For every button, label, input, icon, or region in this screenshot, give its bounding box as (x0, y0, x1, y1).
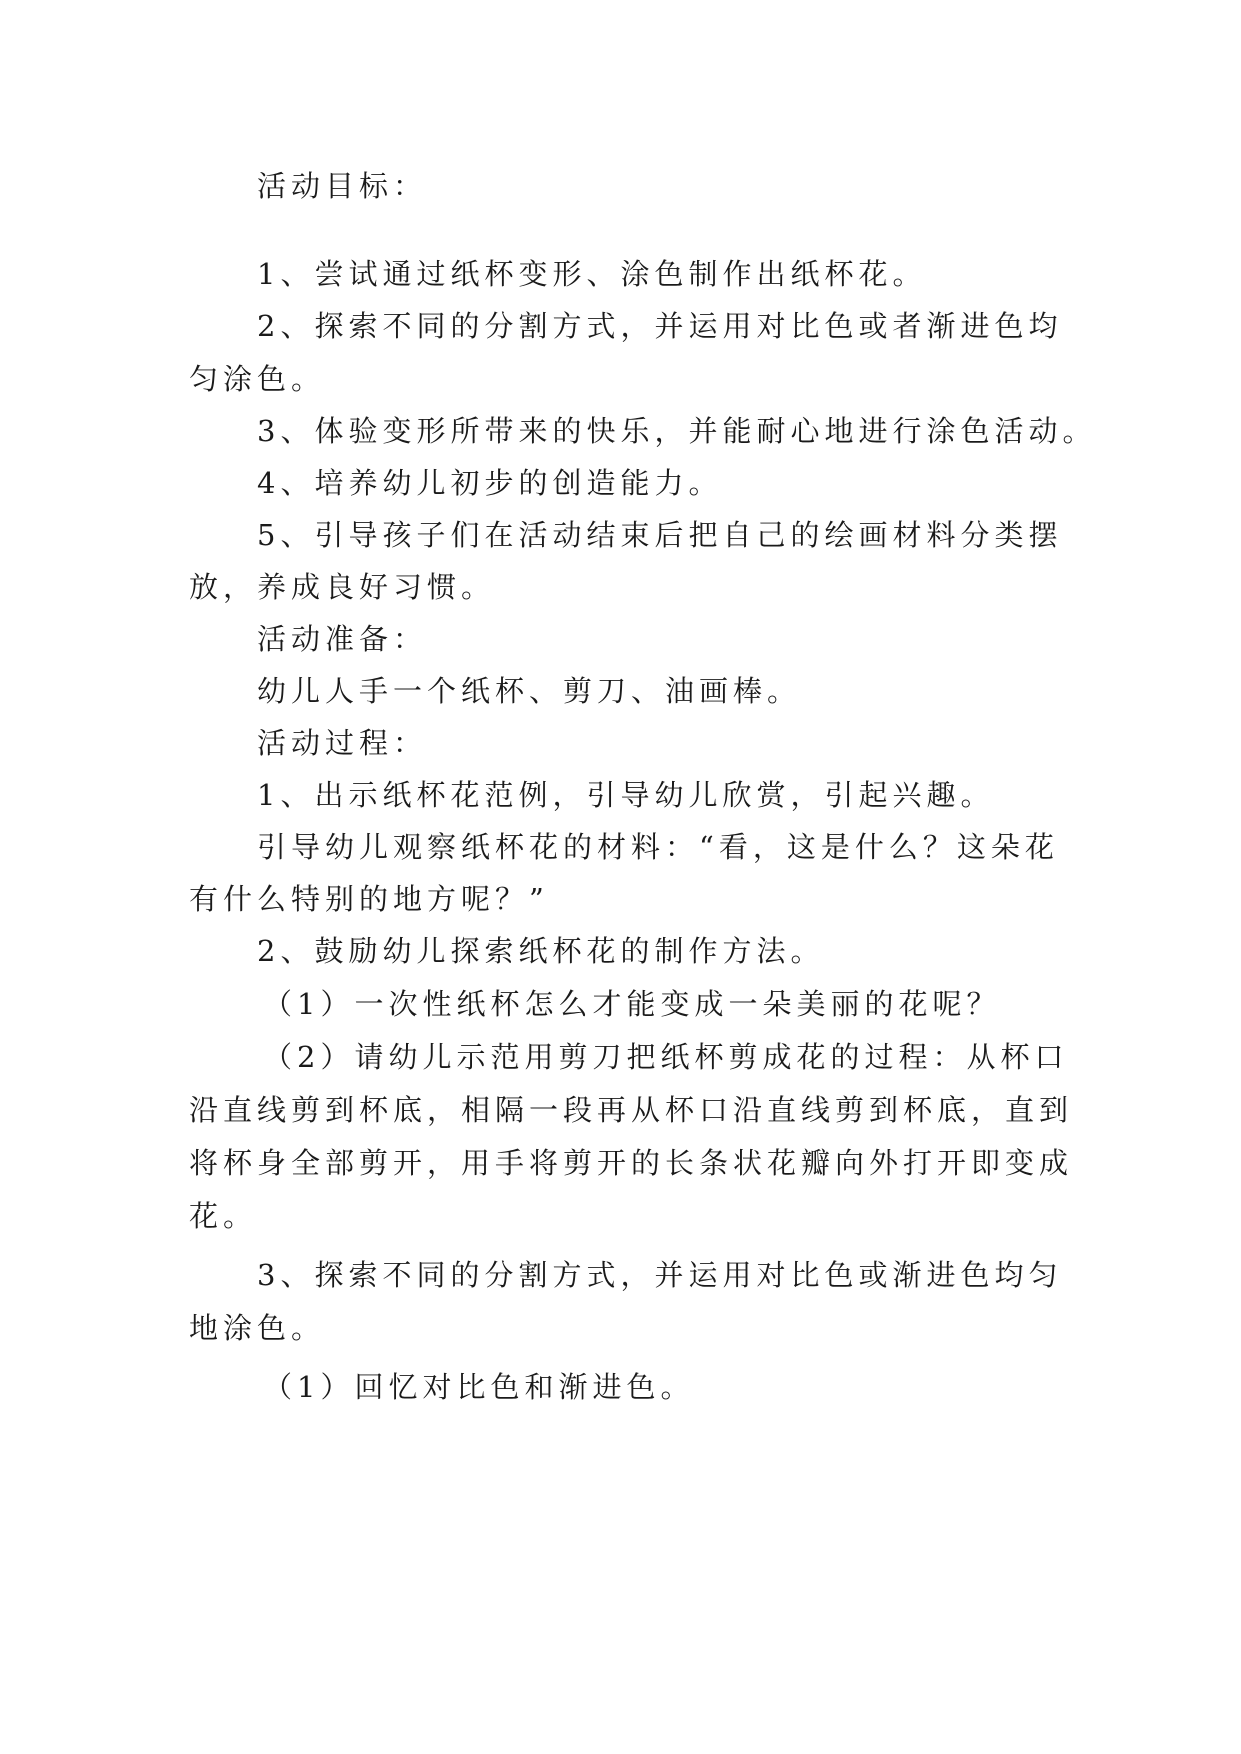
goal-item-2-cont: 匀涂色。 (189, 362, 326, 396)
process-step-1-detail: 引导幼儿观察纸杯花的材料：“看，这是什么？这朵花 (257, 830, 1059, 864)
goal-item-5: 5、引导孩子们在活动结束后把自己的绘画材料分类摆 (257, 518, 1063, 552)
goal-item-4: 4、培养幼儿初步的创造能力。 (257, 466, 723, 500)
heading-activity-preparation: 活动准备： (257, 622, 428, 656)
process-step-2-sub-2: （2）请幼儿示范用剪刀把纸杯剪成花的过程：从杯口 (263, 1040, 1069, 1074)
goal-item-1: 1、尝试通过纸杯变形、涂色制作出纸杯花。 (257, 257, 927, 291)
process-step-2-sub-2-cont-2: 将杯身全部剪开，用手将剪开的长条状花瓣向外打开即变成 (189, 1146, 1074, 1180)
process-step-2-sub-2-cont-1: 沿直线剪到杯底，相隔一段再从杯口沿直线剪到杯底，直到 (189, 1093, 1074, 1127)
process-step-2-sub-1: （1）一次性纸杯怎么才能变成一朵美丽的花呢？ (263, 987, 1001, 1021)
heading-activity-goals: 活动目标： (257, 169, 428, 203)
process-step-3: 3、探索不同的分割方式，并运用对比色或渐进色均匀 (257, 1258, 1063, 1292)
goal-item-3: 3、体验变形所带来的快乐，并能耐心地进行涂色活动。 (257, 414, 1097, 448)
process-step-3-cont: 地涂色。 (189, 1311, 326, 1345)
process-step-1-detail-cont: 有什么特别的地方呢？” (189, 882, 549, 916)
preparation-text: 幼儿人手一个纸杯、剪刀、油画棒。 (257, 674, 802, 708)
process-step-2-sub-2-cont-3: 花。 (189, 1199, 258, 1233)
heading-activity-process: 活动过程： (257, 726, 428, 760)
process-step-2: 2、鼓励幼儿探索纸杯花的制作方法。 (257, 934, 825, 968)
process-step-3-sub-1: （1）回忆对比色和渐进色。 (263, 1370, 695, 1404)
goal-item-2: 2、探索不同的分割方式，并运用对比色或者渐进色均 (257, 309, 1063, 343)
process-step-1: 1、出示纸杯花范例，引导幼儿欣赏，引起兴趣。 (257, 778, 995, 812)
goal-item-5-cont: 放，养成良好习惯。 (189, 570, 496, 604)
